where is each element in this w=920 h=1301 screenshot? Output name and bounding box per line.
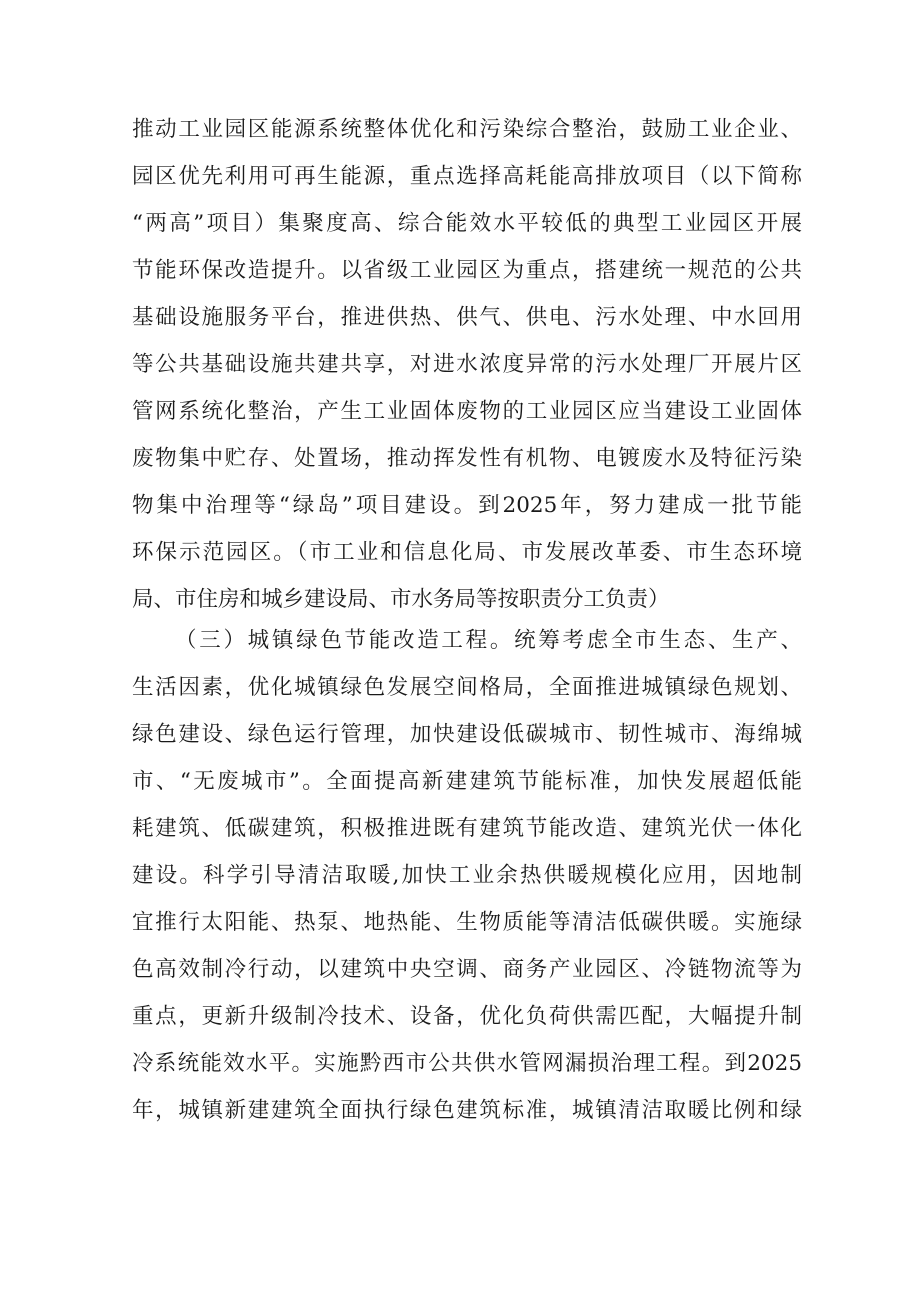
text-line: 年，城镇新建建筑全面执行绿色建筑标准，城镇清洁取暖比例和绿 <box>132 1098 802 1123</box>
text-line: 管网系统化整治，产生工业固体废物的工业园区应当建设工业固体 <box>132 399 802 424</box>
text-line: 基础设施服务平台，推进供热、供气、供电、污水处理、中水回用 <box>132 305 802 330</box>
text-line: 生活因素，优化城镇绿色发展空间格局，全面推进城镇绿色规划、 <box>132 675 802 700</box>
text-line: 局、市住房和城乡建设局、市水务局等按职责分工负责） <box>132 587 670 612</box>
text-line: 物集中治理等“绿岛”项目建设。到2025年，努力建成一批节能 <box>132 493 802 518</box>
text-line: 绿色建设、绿色运行管理，加快建设低碳城市、韧性城市、海绵城 <box>132 722 802 747</box>
paragraph-urban-green-retrofit <box>132 617 802 1134</box>
text-line: 等公共基础设施共建共享，对进水浓度异常的污水处理厂开展片区 <box>132 352 802 377</box>
text-line: 建设。科学引导清洁取暖,加快工业余热供暖规模化应用，因地制 <box>132 863 802 888</box>
text-line: 冷系统能效水平。实施黔西市公共供水管网漏损治理工程。到2025 <box>132 1051 802 1076</box>
text-line: 废物集中贮存、处置场，推动挥发性有机物、电镀废水及特征污染 <box>132 446 802 471</box>
text-line: “两高”项目）集聚度高、综合能效水平较低的典型工业园区开展 <box>132 211 802 236</box>
text-line: 色高效制冷行动，以建筑中央空调、商务产业园区、冷链物流等为 <box>132 957 802 982</box>
text-line: 环保示范园区。（市工业和信息化局、市发展改革委、市生态环境 <box>132 540 802 565</box>
paragraph-industrial-parks <box>132 106 802 623</box>
text-line: 耗建筑、低碳建筑，积极推进既有建筑节能改造、建筑光伏一体化 <box>132 816 802 841</box>
text-line: 重点，更新升级制冷技术、设备，优化负荷供需匹配，大幅提升制 <box>132 1004 802 1029</box>
text-line: 市、“无废城市”。全面提高新建建筑节能标准，加快发展超低能 <box>132 769 802 794</box>
text-line: 推动工业园区能源系统整体优化和污染综合整治，鼓励工业企业、 <box>132 117 802 142</box>
text-line: 宜推行太阳能、热泵、地热能、生物质能等清洁低碳供暖。实施绿 <box>132 910 802 935</box>
section-heading-line: （三）城镇绿色节能改造工程。统筹考虑全市生态、生产、 <box>175 628 802 653</box>
text-line: 园区优先利用可再生能源，重点选择高耗能高排放项目（以下简称 <box>132 164 802 189</box>
text-line: 节能环保改造提升。以省级工业园区为重点，搭建统一规范的公共 <box>132 258 802 283</box>
